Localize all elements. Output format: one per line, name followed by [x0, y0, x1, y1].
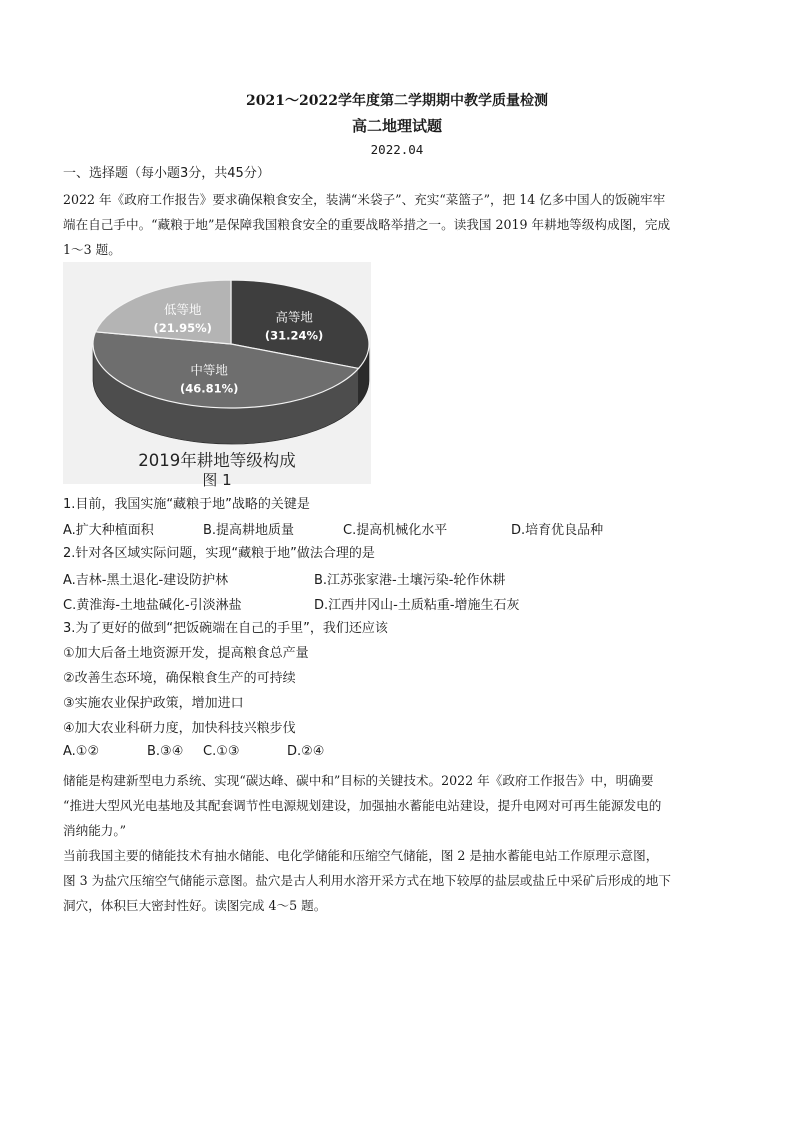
slice-value-label: (46.81%) [179, 381, 239, 396]
question-3-option-b: B.③④ [147, 744, 184, 759]
passage-line: 洞穴，体积巨大密封性好。读图完成 4～5 题。 [63, 898, 327, 913]
passage-2 [63, 768, 753, 918]
question-3-item: ②改善生态环境，确保粮食生产的可持续 [63, 671, 296, 686]
question-3-item: ④加大农业科研力度，加快科技兴粮步伐 [63, 721, 296, 736]
chart-title: 2019年耕地等级构成 [138, 451, 296, 470]
exam-date: 2022.04 [370, 142, 424, 157]
question-2-stem: 2.针对各区域实际问题，实现“藏粮于地”做法合理的是 [63, 546, 375, 561]
question-3-item: ③实施农业保护政策，增加进口 [63, 696, 244, 711]
slice-value-label: (21.95%) [153, 320, 212, 335]
question-3-stem: 3.为了更好的做到“把饭碗端在自己的手里”，我们还应该 [63, 621, 388, 636]
intro-line: 2022 年《政府工作报告》要求确保粮食安全，装满“米袋子”、充实“菜篮子”，把 14 亿多中国人的饭碗牢牢 [63, 192, 666, 207]
question-3-option-c: C.①③ [203, 744, 240, 759]
slice-name-label: 中等地 [190, 362, 228, 378]
exam-title: 2021～2022学年度第二学期期中教学质量检测 [246, 93, 548, 109]
question-1-stem: 1.目前，我国实施“藏粮于地”战略的关键是 [63, 497, 310, 512]
exam-subject: 高二地理试题 [351, 117, 442, 135]
question-2-option-b: B.江苏张家港-土壤污染-轮作休耕 [314, 573, 506, 588]
question-3-option-a: A.①② [63, 744, 100, 759]
question-1-option-c: C.提高机械化水平 [343, 523, 448, 538]
intro-line: 端在自己手中。“藏粮于地”是保障我国粮食安全的重要战略举措之一。读我国 2019 年耕地等级构成图，完成 [63, 217, 671, 232]
passage-line: 储能是构建新型电力系统、实现“碳达峰、碳中和”目标的关键技术。2022 年《政府工作报告》中，明确要 [63, 773, 654, 788]
intro-paragraph [63, 187, 753, 262]
passage-line: 图 3 为盐穴压缩空气储能示意图。盐穴是古人利用水溶开采方式在地下较厚的盐层或盐丘中采矿后形成的地下 [63, 873, 671, 888]
question-1-option-a: A.扩大种植面积 [63, 523, 154, 538]
question-1-option-d: D.培育优良品种 [511, 523, 604, 538]
question-3-item: ①加大后备土地资源开发，提高粮食总产量 [63, 646, 309, 661]
figure-label: 图 1 [202, 471, 232, 489]
passage-line: 当前我国主要的储能技术有抽水储能、电化学储能和压缩空气储能，图 2 是抽水蓄能电站工作原理示意图， [63, 848, 659, 863]
question-1-option-b: B.提高耕地质量 [203, 523, 295, 538]
question-2-option-d: D.江西井冈山-土质粘重-增施生石灰 [314, 598, 520, 613]
passage-line: “推进大型风光电基地及其配套调节性电源规划建设，加强抽水蓄能电站建设，提升电网对可再生能源发电的 [63, 798, 662, 813]
question-2-option-a: A.吉林-黑土退化-建设防护林 [63, 573, 229, 588]
slice-name-label: 高等地 [275, 309, 313, 325]
question-3-option-d: D.②④ [287, 744, 325, 759]
section-heading: 一、选择题（每小题3分，共45分） [63, 166, 270, 181]
slice-name-label: 低等地 [163, 301, 202, 317]
slice-value-label: (31.24%) [264, 328, 324, 343]
question-2-option-c: C.黄淮海-土地盐碱化-引淡淋盐 [63, 598, 242, 613]
intro-line: 1～3 题。 [63, 242, 121, 257]
passage-line: 消纳能力。” [63, 823, 127, 838]
